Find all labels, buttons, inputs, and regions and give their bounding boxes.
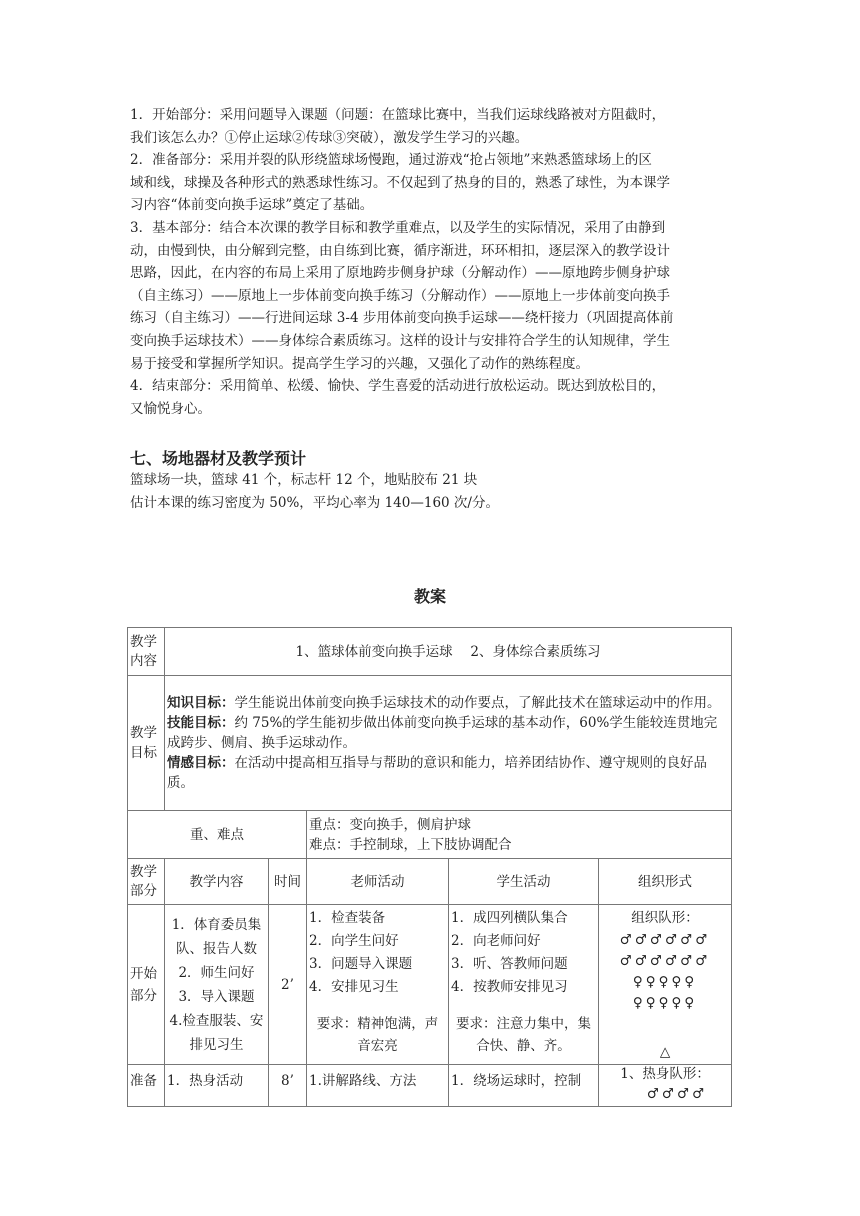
difficult-point: 难点：手控制球，上下肢协调配合 [309, 836, 512, 853]
text-line: 4．结束部分：采用简单、松缓、愉快、学生喜爱的活动进行放松运动。既达到放松目的， [130, 378, 666, 395]
prep-content: 1．热身活动 [165, 1065, 269, 1107]
text-line: 又愉悦身心。 [130, 400, 211, 417]
section-body [130, 469, 730, 514]
document-title: 教案 [413, 587, 446, 606]
text-line: 易于接受和掌握所学知识。提高学生学习的兴趣，又强化了动作的熟练程度。 [130, 355, 589, 372]
header-time: 时间 [269, 859, 307, 905]
section-heading: 七、场地器材及教学预计 [130, 449, 307, 468]
header-part: 教学部分 [128, 859, 165, 905]
student-requirement: 要求：注意力集中，集 合快、静、齐。 [456, 1016, 591, 1054]
header-content: 教学内容 [165, 859, 269, 905]
text-line: 习内容“体前变向换手运球”奠定了基础。 [130, 197, 374, 214]
goal-label: 教学目标 [128, 676, 165, 811]
prep-time: 8’ [269, 1065, 307, 1107]
lesson-plan-table [127, 627, 732, 1107]
prep-org: 1、热身队形： ♂♂♂♂ [599, 1065, 732, 1107]
keypoints-label: 重、难点 [128, 811, 307, 859]
male-row-icon: ♂♂♂♂ [646, 1086, 708, 1102]
text-line: 我们该怎么办？①停止运球②传球③突破），激发学生学习的兴趣。 [130, 129, 529, 146]
text-line: 域和线，球操及各种形式的熟悉球性练习。不仅起到了热身的目的，熟悉了球性，为本课学 [130, 174, 670, 191]
text-line: （自主练习）——原地上一步体前变向换手练习（分解动作）——原地上一步体前变向换手 [130, 287, 670, 304]
formation-title: 组织队形： [631, 910, 699, 926]
keypoints-cell [307, 811, 732, 859]
text-line: 篮球场一块，篮球 41 个，标志杆 12 个，地贴胶布 21 块 [130, 472, 478, 488]
start-org [599, 905, 732, 1065]
female-row-icon: ♀♀♀♀♀ [632, 995, 698, 1011]
goal-knowledge: 知识目标：学生能说出体前变向换手运球技术的动作要点，了解此技术在篮球运动中的作用。 [167, 695, 721, 711]
text-line: 练习（自主练习）——行进间运球 3-4 步用体前变向换手运球——绕杆接力（巩固提高体前 [130, 310, 674, 327]
start-content: 1．体育委员集 队、报告人数 2．师生问好 3．导入课题 4.检查服装、安 排见习生 [165, 905, 269, 1065]
text-line: 估计本课的练习密度为 50%，平均心率为 140—160 次/分。 [130, 494, 499, 511]
key-point: 重点：变向换手，侧肩护球 [309, 816, 471, 833]
table-row-start [128, 905, 732, 1065]
female-row-icon: ♀♀♀♀♀ [632, 974, 698, 990]
teacher-triangle-icon: △ [659, 1044, 671, 1060]
goal-skill: 技能目标：约 75%的学生能初步做出体前变向换手运球的基本动作，60%学生能较连贯地完成跨步、侧肩、换手运球动作。 [167, 715, 718, 751]
header-org: 组织形式 [599, 859, 732, 905]
intro-paragraphs [130, 104, 730, 420]
content-text: 1、篮球体前变向换手运球 2、身体综合素质练习 [165, 628, 732, 676]
start-time: 2’ [269, 905, 307, 1065]
start-student: 1．成四列横队集合 2．向老师问好 3．听、答教师问题 4．按教师安排见习 要求：注意力集中，集 合快、静、齐。 [449, 905, 599, 1065]
goal-emotion: 情感目标：在活动中提高相互指导与帮助的意识和能力，培养团结协作、遵守规则的良好品质。 [167, 755, 707, 791]
male-row-icon: ♂♂♂♂♂♂ [619, 932, 711, 948]
text-line: 动，由慢到快，由分解到完整，由自练到比赛，循序渐进，环环相扣，逐层深入的教学设计 [130, 242, 670, 259]
content-label: 教学内容 [128, 628, 165, 676]
prep-teacher: 1.讲解路线、方法 [307, 1065, 449, 1107]
text-line: 1．开始部分：采用问题导入课题（问题：在篮球比赛中，当我们运球线路被对方阻截时， [130, 107, 666, 123]
teacher-requirement: 要求：精神饱满，声 音宏亮 [316, 1016, 439, 1054]
text-line: 变向换手运球技术）——身体综合素质练习。这样的设计与安排符合学生的认知规律，学生 [130, 332, 670, 349]
text-line: 3．基本部分：结合本次课的教学目标和教学重难点，以及学生的实际情况，采用了由静到 [130, 219, 666, 236]
male-row-icon: ♂♂♂♂♂♂ [619, 953, 711, 969]
goals-cell [165, 676, 732, 811]
header-teacher: 老师活动 [307, 859, 449, 905]
start-teacher: 1．检查装备 2．向学生问好 3．问题导入课题 4．安排见习生 要求：精神饱满，声 音宏亮 [307, 905, 449, 1065]
start-part: 开始部分 [128, 905, 165, 1065]
prep-part: 准备 [128, 1065, 165, 1107]
prep-student: 1．绕场运球时，控制 [449, 1065, 599, 1107]
text-line: 思路，因此，在内容的布局上采用了原地跨步侧身护球（分解动作）——原地跨步侧身护球 [130, 265, 670, 282]
table-row-prep [128, 1065, 732, 1107]
header-student: 学生活动 [449, 859, 599, 905]
text-line: 2．准备部分：采用并裂的队形绕篮球场慢跑，通过游戏“抢占领地”来熟悉篮球场上的区 [130, 152, 652, 169]
